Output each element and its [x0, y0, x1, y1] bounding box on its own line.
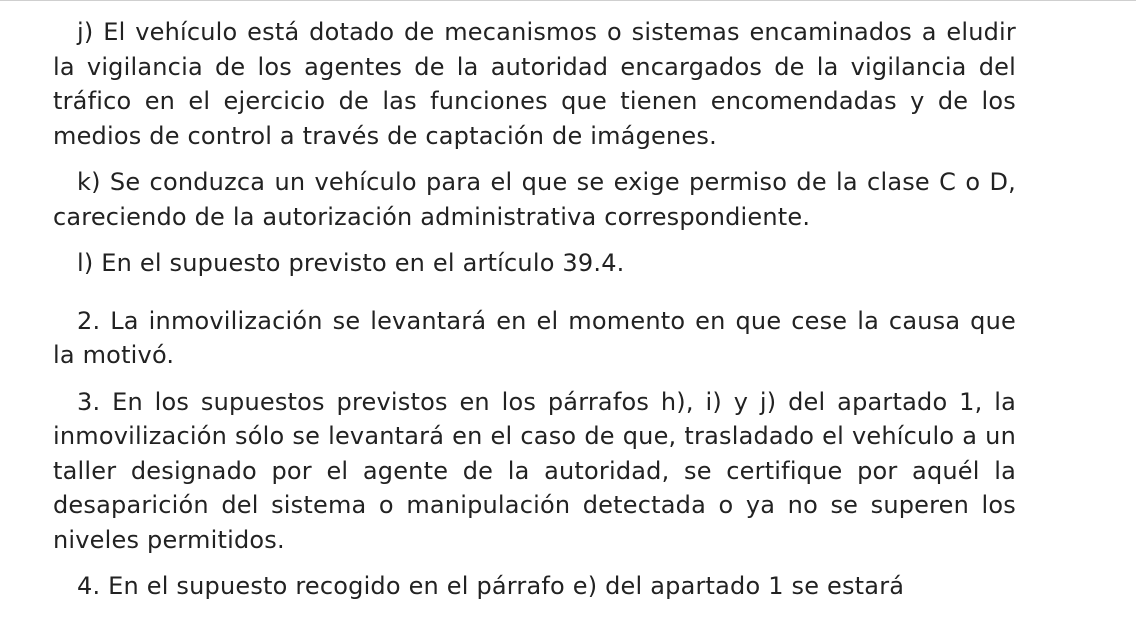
top-divider	[0, 0, 1136, 1]
paragraph-2: 2. La inmovilización se levantará en el momento en que cese la causa que la motivó.	[53, 306, 1016, 369]
paragraph-1j: j) El vehículo está dotado de mecanismos o sistemas encaminados a eludir la vigilancia de los agentes de la autoridad encargados de la vigilancia del tráfico en el ejercicio de las funciones que tienen encomendadas y de los medios de control a través de captación de imágenes.	[53, 18, 1016, 150]
paragraph-1k: k) Se conduzca un vehículo para el que se exige permiso de la clase C o D, careciendo de la autorización administrativa correspondiente.	[53, 168, 1016, 231]
paragraph-4: 4. En el supuesto recogido en el párrafo e) del apartado 1 se estará	[77, 572, 905, 600]
paragraph-1l: l) En el supuesto previsto en el artículo 39.4.	[77, 249, 625, 277]
document-body	[53, 15, 1016, 604]
paragraph-3: 3. En los supuestos previstos en los párrafos h), i) y j) del apartado 1, la inmovilización sólo se levantará en el caso de que, trasladado el vehículo a un taller designado por el agente de la autoridad, se certifique por aquél la desaparición del sistema o manipulación detectada o ya no se superen los niveles permitidos.	[53, 387, 1016, 554]
